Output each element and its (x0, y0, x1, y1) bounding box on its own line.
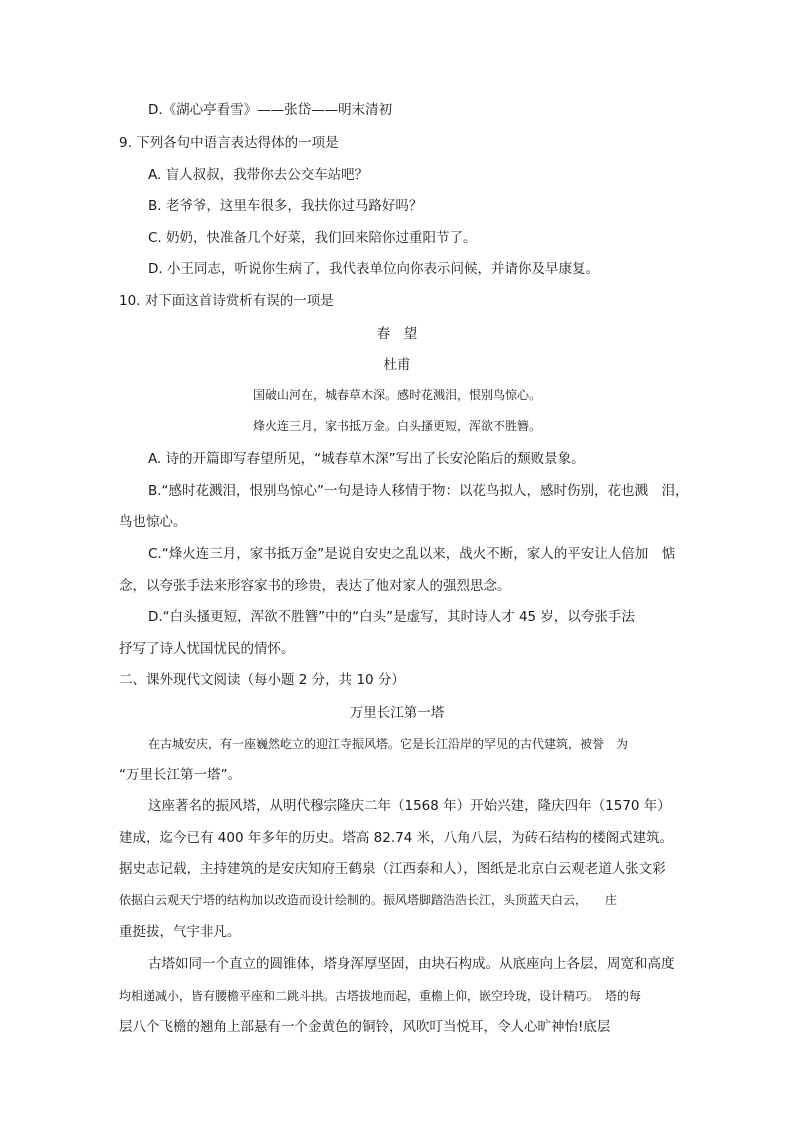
q9-option-b: B. 老爷爷，这里车很多，我扶你过马路好吗？ (148, 198, 423, 214)
q9-option-a: A. 盲人叔叔，我带你去公交车站吧？ (148, 167, 369, 183)
article-p2-line4: 依据白云观天宁塔的结构加以改造而设计绘制的。振风塔脚踏浩浩长江，头顶蓝天白云， 庄 (119, 893, 618, 907)
poem-line-2: 烽火连三月，家书抵万金。白头搔更短，浑欲不胜簪。 (252, 419, 541, 433)
q9-option-c: C. 奶奶，快准备几个好菜，我们回来陪你过重阳节了。 (148, 230, 477, 246)
q10-option-d-line2: 抒写了诗人忧国忧民的情怀。 (119, 641, 295, 657)
article-p3-line3: 层八个飞檐的翘角上部悬有一个金黄色的铜铃，风吹叮当悦耳，令人心旷神怡!底层 (119, 1019, 611, 1035)
q9-stem: 9. 下列各句中语言表达得体的一项是 (119, 135, 339, 151)
article-p1-line2: “万里长江第一塔”。 (119, 767, 241, 783)
article-p3-line2: 均相递减小，皆有腰檐平座和二跳斗拱。古塔拔地而起，重檐上仰，嵌空玲珑，设计精巧。 塔的每 (119, 989, 642, 1003)
section-heading: 二、课外现代文阅读（每小题 2 分，共 10 分） (119, 672, 405, 688)
poem-title: 春 望 (376, 326, 418, 342)
q10-option-b-line1: B.“感时花溅泪，恨别鸟惊心”一句是诗人移情于物：以花鸟拟人，感时伤别，花也溅 泪， (148, 483, 689, 499)
q10-option-a: A. 诗的开篇即写春望所见，“城春草木深”写出了长安沦陷后的颓败景象。 (148, 451, 585, 467)
q8-option-d: D.《湖心亭看雪》——张岱——明末清初 (148, 102, 393, 118)
q9-option-d: D. 小王同志，听说你生病了，我代表单位向你表示问候，并请你及早康复。 (148, 261, 599, 277)
q10-option-b-line2: 鸟也惊心。 (119, 514, 187, 530)
q10-option-d-line1: D.“白头搔更短，浑欲不胜簪”中的“白头”是虚写，其时诗人才 45 岁，以夸张手法 (148, 609, 635, 625)
article-title: 万里长江第一塔 (349, 705, 445, 721)
poem-author: 杜甫 (383, 357, 411, 373)
poem-line-1: 国破山河在，城春草木深。感时花溅泪，恨别鸟惊心。 (252, 388, 541, 402)
q10-option-c-line1: C.“烽火连三月，家书抵万金”是说自安史之乱以来，战火不断，家人的平安让人倍加 惦 (148, 546, 676, 562)
q10-option-c-line2: 念，以夸张手法来形容家书的珍贵，表达了他对家人的强烈思念。 (119, 578, 511, 594)
article-p2-line1: 这座著名的振风塔，从明代穆宗隆庆二年（1568 年）开始兴建，隆庆四年（1570 年） (148, 798, 671, 814)
article-p3-line1: 古塔如同一个直立的圆锥体，塔身浑厚坚固，由块石构成。从底座向上各层，周宽和高度 (148, 956, 675, 972)
article-p2-line5: 重挺拔，气宇非凡。 (119, 924, 241, 940)
article-p1-line1: 在古城安庆，有一座巍然屹立的迎江寺振风塔。它是长江沿岸的罕见的古代建筑，被誉 为 (148, 737, 629, 751)
article-p2-line3: 据史志记载，主持建筑的是安庆知府王鹤泉（江西泰和人），图纸是北京白云观老道人张文彩 (119, 861, 666, 877)
q10-stem: 10. 对下面这首诗赏析有误的一项是 (119, 293, 334, 309)
article-p2-line2: 建成，迄今已有 400 年多年的历史。塔高 82.74 米，八角八层，为砖石结构的楼阁式建筑。 (119, 830, 674, 846)
